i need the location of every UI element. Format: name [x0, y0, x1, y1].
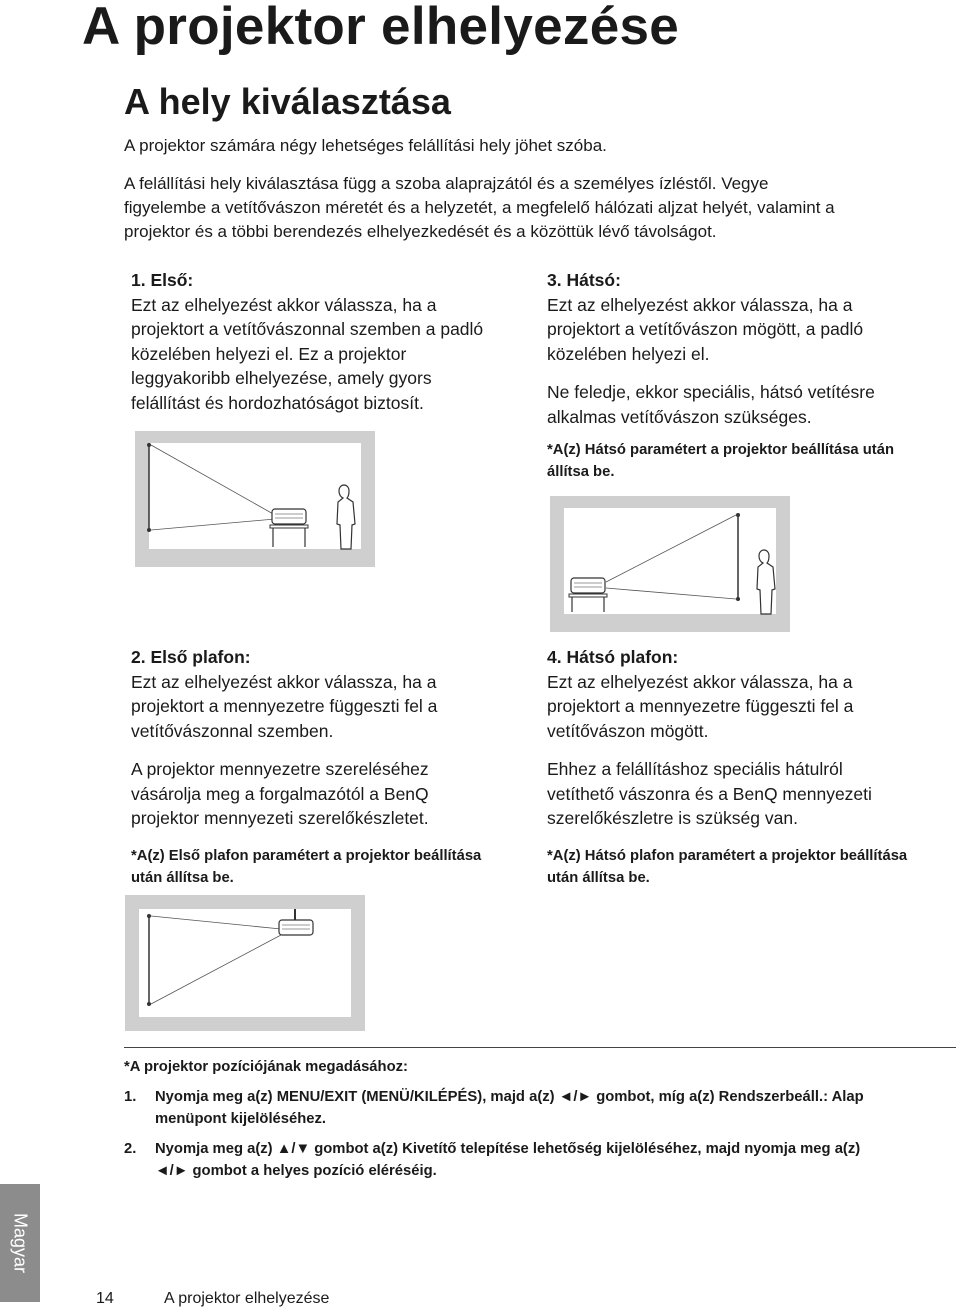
option-line: vetíthető vászonra és a BenQ mennyezeti [547, 783, 872, 804]
option-line: projektort a vetítővászon mögött, a padló [547, 319, 864, 339]
option-line: Ezt az elhelyezést akkor válassza, ha a [547, 671, 853, 692]
step-1 [155, 1086, 955, 1130]
option-note: *A(z) Hátsó plafon paramétert a projektor beállítása [547, 847, 908, 864]
step-line: menüpont kijelöléséhez. [155, 1111, 327, 1127]
step-line: Nyomja meg a(z) ▲/▼ gombot a(z) Kivetítő telepítése lehetőség kijelöléséhez, majd nyomja meg a(z) [155, 1141, 861, 1157]
option-line: közelében helyezi el. Ez a projektor [131, 343, 407, 364]
intro-paragraph-1: A projektor számára négy lehetséges felállítási hely jöhet szóba. [124, 136, 607, 155]
language-tab [0, 1184, 40, 1302]
step-line: Nyomja meg a(z) MENU/EXIT (MENÜ/KILÉPÉS), majd a(z) ◄/► gombot, míg a(z) Rendszerbeáll.: Alap [155, 1089, 864, 1105]
option-line: projektort a mennyezetre függeszti fel a [547, 696, 854, 716]
section-title: A hely kiválasztása [124, 81, 451, 122]
option-line: vásárolja meg a forgalmazótól a BenQ [131, 783, 429, 804]
step-2 [155, 1138, 955, 1182]
option-line: közelében helyezi el. [547, 343, 710, 364]
intro-line: figyelembe a vetítővászon méretét és a helyzetét, a megfelelő hálózati aljzat helyét, valamint a [124, 198, 835, 217]
option-line: leggyakoribb elhelyezése, amely gyors [131, 368, 432, 388]
step-number: 2. [124, 1141, 137, 1157]
option-note: *A(z) Első plafon paramétert a projektor beállítása [131, 847, 482, 864]
instructions-title: *A projektor pozíciójának megadásához: [124, 1059, 408, 1075]
diagram-front-floor [135, 431, 375, 567]
intro-paragraph-2 [124, 172, 954, 244]
option-heading: 4. Hátsó plafon: [547, 647, 679, 667]
option-line: alkalmas vetítővászon szükséges. [547, 406, 812, 427]
page-title: A projektor elhelyezése [82, 0, 680, 56]
option-line: Ezt az elhelyezést akkor válassza, ha a [131, 294, 437, 315]
option-line: A projektor mennyezetre szereléséhez [131, 759, 429, 779]
option-note: *A(z) Hátsó paramétert a projektor beállítása után [547, 442, 894, 458]
option-line: Ne feledje, ekkor speciális, hátsó vetítésre [547, 382, 875, 402]
option-line: Ezt az elhelyezést akkor válassza, ha a [131, 671, 437, 692]
option-heading: 1. Első: [131, 270, 194, 290]
diagram-front-ceiling [125, 895, 365, 1031]
option-line: vetítővászonnal szemben. [131, 720, 334, 741]
option-line: szerelőkészletre is szükség van. [547, 808, 798, 828]
language-label: Magyar [10, 1212, 31, 1274]
option-line: felállítást és hordozhatóságot biztosít. [131, 392, 424, 413]
step-line: ◄/► gombot a helyes pozíció eléréséig. [155, 1163, 437, 1179]
option-note: után állítsa be. [131, 869, 234, 886]
instructions-box [124, 1047, 956, 1179]
option-front [131, 268, 531, 415]
option-line: vetítővászon mögött. [547, 720, 709, 741]
option-rear [547, 268, 947, 483]
option-rear-ceiling [547, 645, 957, 889]
page-number: 14 [96, 1290, 114, 1307]
option-line: projektor mennyezeti szerelőkészletet. [131, 808, 429, 828]
option-note: után állítsa be. [547, 869, 650, 886]
intro-line: A felállítási hely kiválasztása függ a szoba alaprajzától és a személyes ízléstől. Vegye [124, 174, 769, 193]
option-line: Ehhez a felállításhoz speciális hátulról [547, 759, 843, 779]
option-heading: 2. Első plafon: [131, 647, 251, 667]
option-heading: 3. Hátsó: [547, 270, 621, 290]
intro-line: projektor és a többi berendezés elhelyezkedését és a közöttük lévő távolságot. [124, 222, 717, 241]
option-note: állítsa be. [547, 464, 615, 480]
step-number: 1. [124, 1089, 137, 1105]
option-line: projektort a vetítővászonnal szemben a padló [131, 319, 484, 339]
diagram-rear-floor [550, 496, 790, 632]
option-front-ceiling [131, 645, 541, 889]
option-line: Ezt az elhelyezést akkor válassza, ha a [547, 294, 853, 315]
footer-chapter-title: A projektor elhelyezése [164, 1290, 330, 1307]
option-line: projektort a mennyezetre függeszti fel a [131, 696, 438, 716]
